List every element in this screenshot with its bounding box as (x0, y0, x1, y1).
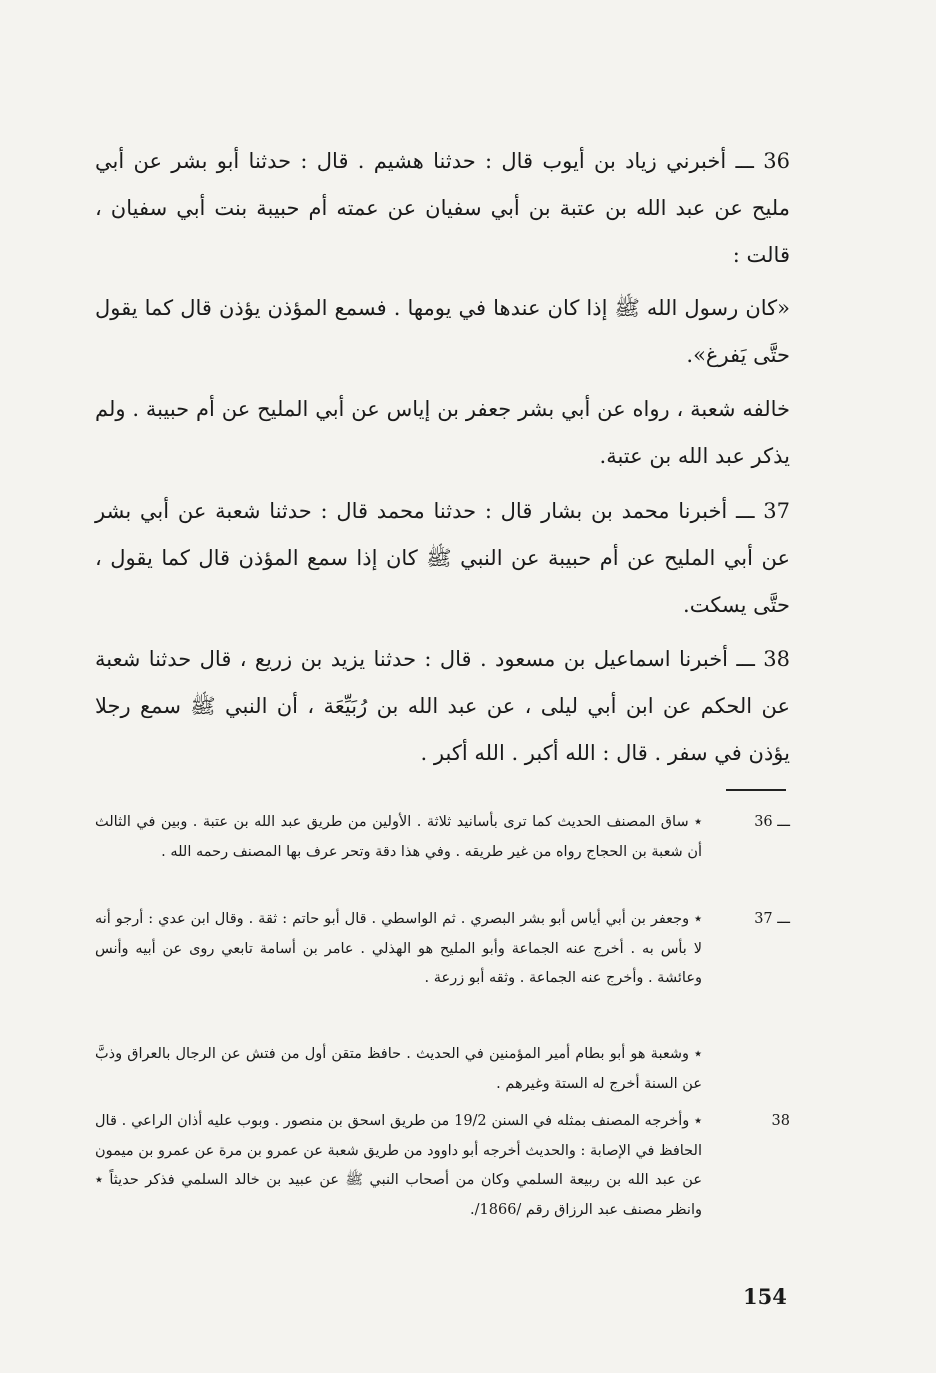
hadith-37-dash: ـــ (736, 499, 755, 523)
hadith-36-quote: «كان رسول الله ﷺ إذا كان عندها في يومها . فسمع المؤذن يؤذن قال كما يقول حتَّى يَفرغ». (95, 296, 790, 367)
footnote-36-number: 36 ـــ (754, 814, 790, 830)
footnote-38-number: 38 (771, 1113, 790, 1129)
footnote-37-number: 37 ـــ (754, 911, 790, 927)
hadith-37-number: 37 (763, 499, 791, 523)
hadith-36-dash: ـــ (735, 149, 754, 173)
footnote-36-text: ٭ ساق المصنف الحديث كما ترى بأسانيد ثلاثة . الأولين من طريق عبد الله بن عتبة . وبين في الثالث أن شعبة بن الحجاج رواه من غير طريقه . وفي هذا دقة وتحر عرف بها المصنف رحمه الله . (95, 814, 702, 860)
footnote-38-text: ٭ وأخرجه المصنف بمثله في السنن 19/2 من طريق اسحق بن منصور . وبوب عليه أذان الراعي . قال الحافظ في الإصابة : والحديث أخرجه أبو داوود من طريق شعبة عن عمرو بن مرة عن عمرو بن ميمون عن عبد الله بن ربيعة السلمي وكان من أصحاب النبي ﷺ عن عبيد بن خالد السلمي فذكر حديثاً ٭ وانظر مصنف عبد الرزاق رقم /1866/. (95, 1113, 702, 1218)
hadith-36 (95, 138, 790, 279)
hadith-36-note: خالفه شعبة ، رواه عن أبي بشر جعفر بن إياس عن أبي المليح عن أم حبيبة . ولم يذكر عبد الله بن عتبة. (95, 397, 790, 468)
footnote-37-text: ٭ وجعفر بن أبي أياس أبو بشر البصري . ثم الواسطي . قال أبو حاتم : ثقة . وقال ابن عدي : أرجو أنه لا بأس به . أخرج عنه الجماعة وأبو المليح هو الهذلي . عامر بن أسامة تابعي روى عن أبيه وأنس وعائشة . وأخرج عنه الجماعة . وثقه أبو زرعة . (95, 911, 702, 986)
footnote-37-shuba (95, 1040, 790, 1099)
footnote-separator (726, 789, 786, 791)
hadith-37-text: أخبرنا محمد بن بشار قال : حدثنا محمد قال : حدثنا شعبة عن أبي بشر عن أبي المليح عن أم حبيبة عن النبي ﷺ كان إذا سمع المؤذن قال كما يقول ، حتَّى يسكت. (95, 499, 790, 617)
hadith-38-number: 38 (763, 647, 790, 671)
footnote-38 (95, 1107, 790, 1225)
hadith-37 (95, 488, 790, 629)
footnote-37-shuba-text: ٭ وشعبة هو أبو بطام أمير المؤمنين في الحديث . حافظ متقن أول من فتش عن الرجال بالعراق وذبَّ عن السنة أخرج له الستة وغيرهم . (95, 1046, 702, 1092)
page-number: 154 (743, 1284, 787, 1309)
hadith-38-dash: ـــ (736, 647, 755, 671)
hadith-38 (95, 636, 790, 777)
hadith-36-text: أخبرني زياد بن أيوب قال : حدثنا هشيم . قال : حدثنا أبو بشر عن أبي مليح عن عبد الله بن عتبة بن أبي سفيان عن عمته أم حبيبة بنت أبي سفيان ، قالت : (95, 149, 790, 267)
hadith-36-number: 36 (763, 149, 790, 173)
footnote-37 (95, 905, 790, 994)
hadith-38-text: أخبرنا اسماعيل بن مسعود . قال : حدثنا يزيد بن زريع ، قال حدثنا شعبة عن الحكم عن ابن أبي ليلى ، عن عبد الله بن رُبَيِّعَة ، أن النبي ﷺ سمع رجلا يؤذن في سفر . قال : الله أكبر . الله أكبر . (95, 647, 790, 765)
footnote-36 (95, 808, 790, 867)
